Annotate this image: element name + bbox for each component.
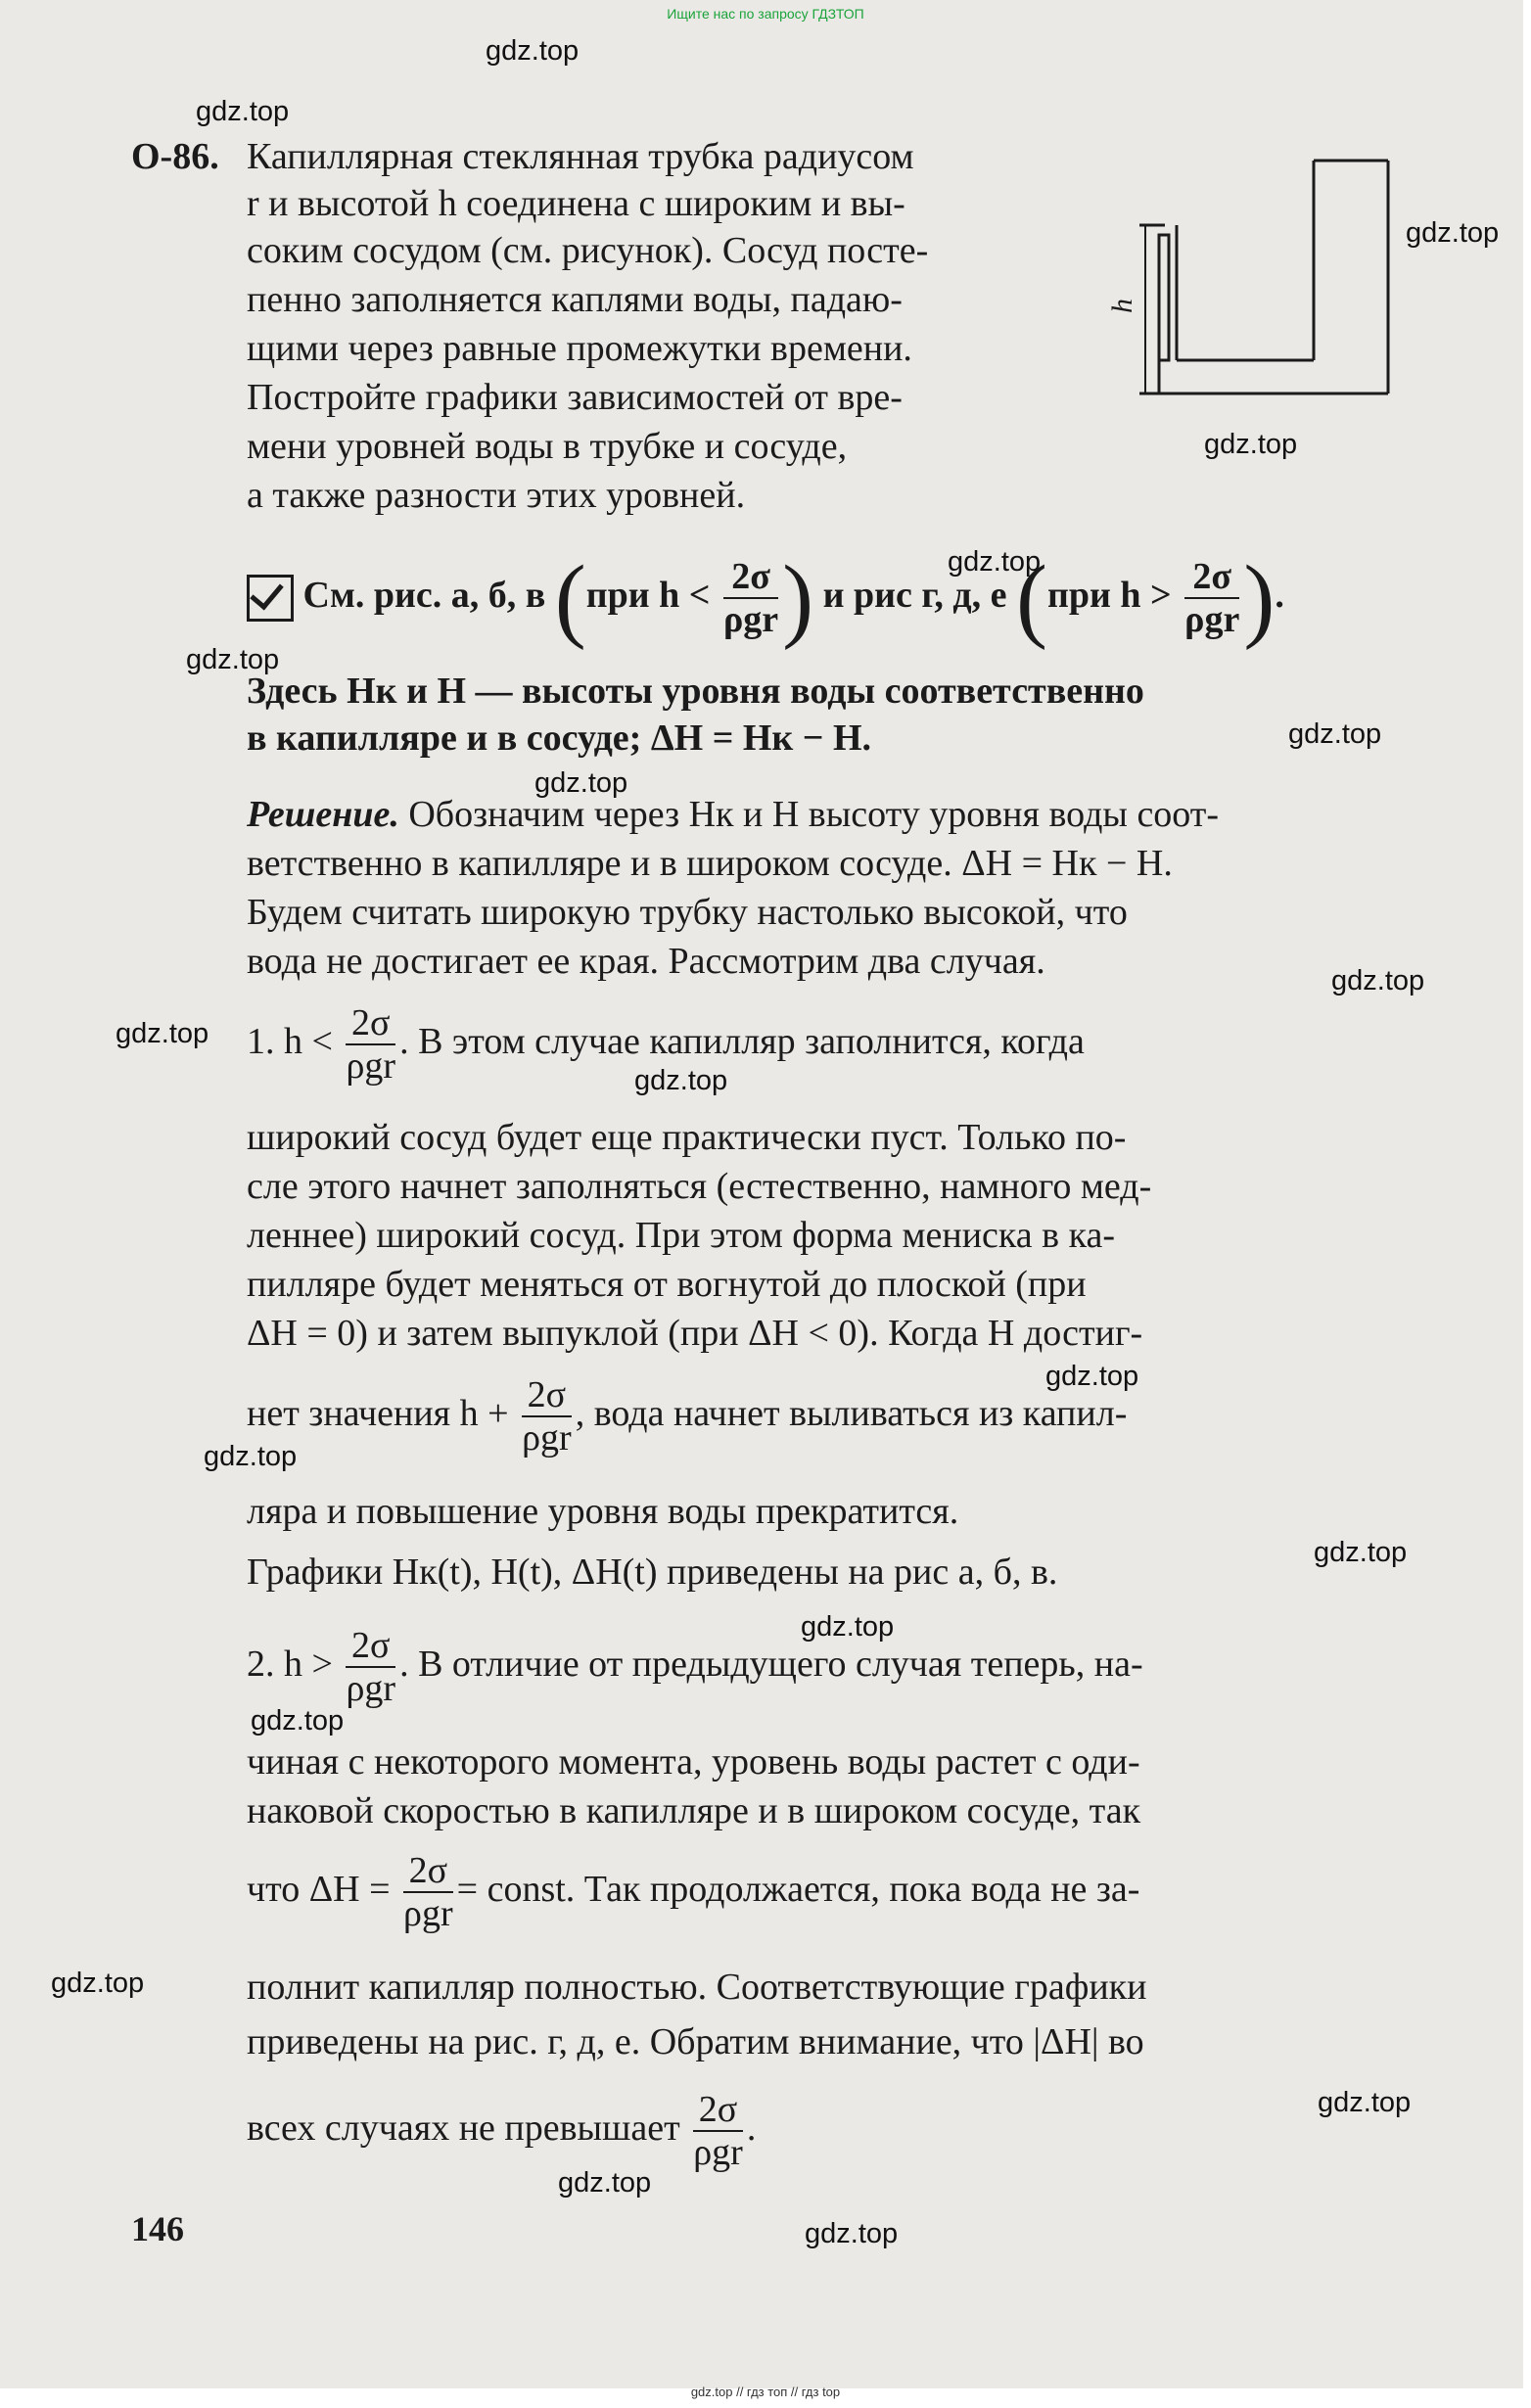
check-icon (247, 575, 294, 622)
last-line (247, 2081, 756, 2175)
case1-line (247, 995, 1085, 1088)
problem-line: пенно заполняется каплями воды, падаю- (247, 279, 903, 320)
answer-line: Здесь Hк и H — высоты уровня воды соответственно (247, 671, 1144, 712)
last-prefix: всех случаях не превышает (247, 2107, 680, 2149)
watermark: gdz.top (486, 35, 580, 67)
frac-numerator: 2σ (1184, 556, 1239, 599)
watermark: gdz.top (204, 1441, 298, 1472)
watermark: gdz.top (1204, 429, 1298, 460)
problem-line: а также разности этих уровней. (247, 475, 746, 516)
watermark: gdz.top (805, 2218, 899, 2249)
solution-text: Обозначим через Hк и H высоту уровня воды соот- (408, 794, 1220, 835)
frac-numerator: 2σ (693, 2089, 743, 2132)
watermark: gdz.top (558, 2167, 652, 2199)
answer-ref-1: См. рис. а, б, в (302, 575, 546, 616)
solution-line: ΔH = 0) и затем выпуклой (при ΔH < 0). Когда H достиг- (247, 1313, 1143, 1354)
watermark: gdz.top (116, 1018, 209, 1049)
watermark: gdz.top (51, 1968, 145, 1999)
problem-line: Капиллярная стеклянная трубка радиусом (247, 136, 914, 177)
solution-line: полнит капилляр полностью. Соответствующие графики (247, 1967, 1147, 2008)
problem-line: щими через равные промежутки времени. (247, 328, 912, 369)
problem-line: r и высотой h соединена с широким и вы- (247, 183, 905, 224)
case1-value-line (247, 1366, 1127, 1460)
header-note[interactable]: Ищите нас по запросу ГДЗТОП (667, 6, 864, 22)
solution-line: вода не достигает ее края. Рассмотрим два случая. (247, 941, 1045, 982)
solution-line: леннее) широкий сосуд. При этом форма мениска в ка- (247, 1215, 1116, 1256)
frac-denominator: ρgr (1184, 599, 1240, 641)
problem-line: соким сосудом (см. рисунок). Сосуд посте- (247, 230, 929, 271)
capillary-figure (1106, 147, 1400, 411)
frac-numerator: 2σ (346, 1002, 395, 1045)
solution-line (247, 791, 1219, 838)
watermark: gdz.top (196, 96, 290, 127)
solution-line: широкий сосуд будет еще практически пуст. Только по- (247, 1117, 1127, 1158)
answer-line: См. рис. а, б, в (при h < $\frac{2\sigma}{\text{ρgr}}$ ) и рис г, д, е (при h > $\frac{2\sigma}{\text{ρgr}}$ ). (247, 548, 1284, 645)
watermark: gdz.top (251, 1705, 345, 1737)
case1-value-prefix: нет значения h + (247, 1393, 509, 1434)
problem-line: Постройте графики зависимостей от вре- (247, 377, 903, 418)
solution-line: приведены на рис. г, д, е. Обратим внимание, что |ΔH| во (247, 2021, 1144, 2062)
frac-numerator: 2σ (522, 1374, 572, 1417)
solution-line: сле этого начнет заполняться (естественно, намного мед- (247, 1166, 1152, 1207)
problem-number: О-86. (131, 136, 219, 177)
watermark: gdz.top (801, 1611, 895, 1643)
watermark: gdz.top (1045, 1361, 1139, 1392)
case1-rest: . В этом случае капилляр заполнится, когда (399, 1021, 1085, 1062)
solution-line: пилляре будет меняться от вогнутой до плоской (при (247, 1264, 1087, 1305)
answer-cond-1: при h < (585, 575, 711, 616)
frac-denominator: ρgr (346, 1045, 396, 1088)
frac-denominator: ρgr (693, 2132, 743, 2174)
frac-denominator: ρgr (722, 599, 779, 641)
page-number: 146 (131, 2209, 184, 2248)
const-line (247, 1842, 1139, 1936)
watermark: gdz.top (1331, 965, 1425, 996)
case1-prefix: 1. h < (247, 1021, 333, 1062)
watermark: gdz.top (534, 767, 628, 799)
frac-numerator: 2σ (403, 1850, 453, 1893)
height-label: h (1106, 299, 1138, 313)
const-prefix: что ΔH = (247, 1869, 391, 1910)
frac-denominator: ρgr (522, 1417, 572, 1459)
frac-numerator: 2σ (346, 1625, 395, 1668)
solution-line: наковой скоростью в капилляре и в широком сосуде, так (247, 1790, 1141, 1831)
solution-line: Графики Hк(t), H(t), ΔH(t) приведены на рис а, б, в. (247, 1551, 1058, 1593)
watermark: gdz.top (1288, 718, 1382, 750)
solution-line: Будем считать широкую трубку настолько высокой, что (247, 892, 1128, 933)
answer-cond-2: при h > (1046, 575, 1172, 616)
frac-denominator: ρgr (403, 1893, 453, 1935)
watermark: gdz.top (1318, 2087, 1412, 2118)
page-edge (1523, 0, 1531, 2388)
solution-line: ветственно в капилляре и в широком сосуде. ΔH = Hк − H. (247, 843, 1173, 884)
last-end: . (746, 2107, 757, 2149)
watermark: gdz.top (1314, 1537, 1408, 1568)
watermark: gdz.top (634, 1065, 728, 1096)
case2-line (247, 1617, 1143, 1711)
solution-label: Решение. (247, 794, 399, 835)
case2-rest: . В отличие от предыдущего случая теперь, на- (399, 1644, 1143, 1685)
frac-numerator: 2σ (723, 556, 778, 599)
case2-prefix: 2. h > (247, 1644, 333, 1685)
problem-line: мени уровней воды в трубке и сосуде, (247, 426, 848, 467)
watermark: gdz.top (186, 644, 280, 675)
answer-ref-2: и рис г, д, е (822, 575, 1007, 616)
footer-note[interactable]: gdz.top // гдз топ // гдз top (690, 2385, 841, 2399)
case1-value-rest: , вода начнет выливаться из капил- (575, 1393, 1128, 1434)
watermark: gdz.top (1406, 217, 1500, 249)
watermark: gdz.top (948, 546, 1042, 578)
solution-line: ляра и повышение уровня воды прекратится. (247, 1491, 959, 1532)
const-rest: = const. Так продолжается, пока вода не за- (456, 1869, 1140, 1910)
frac-denominator: ρgr (346, 1668, 396, 1710)
capillary-tube (1159, 235, 1169, 360)
answer-end: . (1275, 575, 1284, 616)
answer-line: в капилляре и в сосуде; ΔH = Hк − H. (247, 718, 872, 759)
solution-line: чиная с некоторого момента, уровень воды растет с оди- (247, 1741, 1140, 1783)
